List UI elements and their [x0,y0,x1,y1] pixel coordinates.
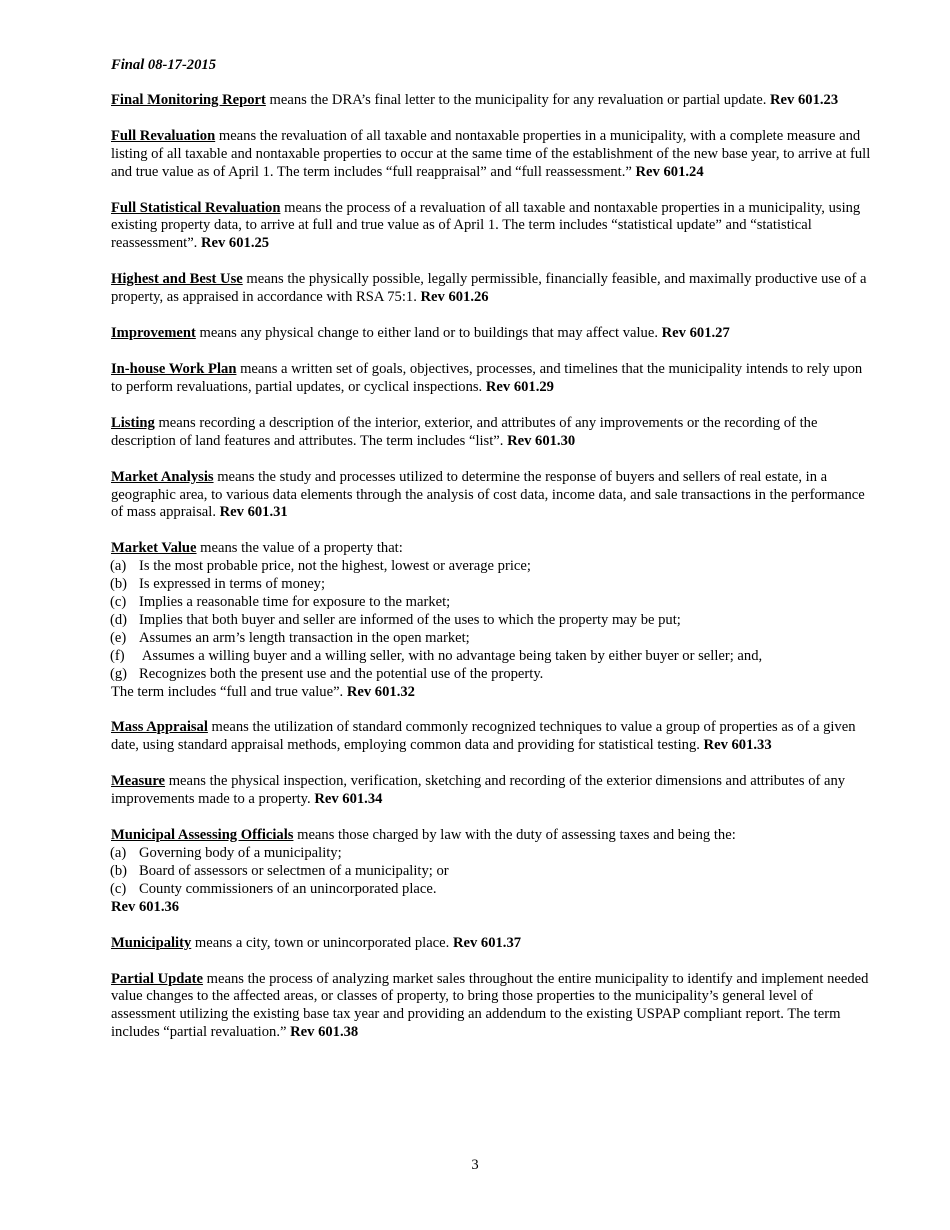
definition-intro [111,540,871,558]
list-item-letter: (d) [110,611,128,628]
definition-market-analysis [111,469,871,523]
definition-text: means those charged by law with the duty of assessing taxes and being the: [293,827,736,844]
definition-text: means the process of a revaluation of all taxable and nontaxable properties in a municipality, using existing property data, to arrive at full and true value as of April 1. The term includes “statistical update” and “statistical reassessment”. [111,199,861,252]
definition-term: Partial Update [111,970,204,987]
definition-mass-appraisal [111,719,871,755]
definition-rev: Rev 601.30 [507,432,576,449]
list-item-text: Assumes a willing buyer and a willing seller, with no advantage being taken by either buyer or seller; and, [139,647,763,664]
list-item [110,881,871,899]
definition-rev: Rev 601.34 [314,791,383,808]
definition-term: Listing [111,414,155,431]
definition-in-house-work-plan [111,361,871,397]
definition-term: Highest and Best Use [111,271,243,288]
definition-rev: Rev 601.24 [635,163,704,180]
definition-rev: Rev 601.33 [703,737,772,754]
definition-rev: Rev 601.38 [290,1024,359,1041]
definition-text: means any physical change to either land or to buildings that may affect value. [195,325,662,342]
definition-text: means recording a description of the interior, exterior, and attributes of any improvements or the recording of the description of land features and attributes. The term includes “list”. [111,414,818,449]
list-item-text: Assumes an arm’s length transaction in the open market; [139,629,470,646]
list-item [110,648,871,666]
definition-measure [111,773,871,809]
definition-intro [111,827,871,845]
definition-rev: Rev 601.32 [346,683,415,700]
definition-term: Final Monitoring Report [111,91,266,108]
definition-final-monitoring-report [111,92,871,110]
list-item-letter: (b) [110,576,128,593]
list-item [110,612,871,630]
list-item-letter: (g) [110,665,128,682]
definition-rev: Rev 601.27 [661,325,730,342]
list-item-letter: (a) [110,845,127,861]
list-item-text: County commissioners of an unincorporated place. [139,880,437,897]
list-item [110,576,871,594]
list-item [110,558,871,576]
definition-text: means the revaluation of all taxable and nontaxable properties in a municipality, with a complete measure and listing of all taxable and nontaxable properties to occur at the same time of the establishment of the new base year, to arrive at full and true value as of April 1. The term includes “full reappraisal” and “full reassessment.” [111,127,871,180]
definition-rev: Rev 601.25 [200,235,270,252]
definition-term: Municipality [111,934,192,951]
definition-term: Mass Appraisal [111,719,208,736]
definition-listing [111,415,871,451]
list-item-text: Implies that both buyer and seller are informed of the uses to which the property may be put; [139,611,681,628]
list-item-text: Is the most probable price, not the highest, lowest or average price; [139,558,531,575]
document-header: Final 08-17-2015 [111,57,216,73]
list-item-text: Governing body of a municipality; [139,845,342,861]
list-item-letter: (c) [110,880,127,897]
definition-text: means the physically possible, legally permissible, financially feasible, and maximally productive use of a property, as appraised in accordance with RSA 75:1. [111,271,867,306]
list-item-text: Board of assessors or selectmen of a municipality; or [139,862,449,879]
definition-text: means the utilization of standard commonly recognized techniques to value a group of properties as of a given date, using standard appraisal methods, employing common data and providing for statistical testing. [111,719,856,754]
definition-term: Full Revaluation [111,127,216,144]
definition-rev: Rev 601.26 [420,289,489,306]
list-item-letter: (c) [110,594,127,611]
definition-rev: Rev 601.36 [111,898,180,915]
definition-improvement [111,325,871,343]
definition-rev: Rev 601.23 [770,91,839,108]
definition-rev: Rev 601.37 [452,934,522,951]
list-item [110,666,871,684]
definition-partial-update [111,971,871,1043]
list-item-letter: (b) [110,862,128,879]
list-item [110,845,871,863]
list-item-letter: (f) [110,647,125,664]
list-item-text: Is expressed in terms of money; [139,576,326,593]
definition-term: In-house Work Plan [111,360,237,377]
definition-full-revaluation [111,128,871,182]
definition-term: Full Statistical Revaluation [111,199,281,216]
list-item [110,863,871,881]
list-item-letter: (a) [110,558,127,575]
definition-rev: Rev 601.31 [219,504,288,521]
definition-full-statistical-revaluation [111,200,871,254]
definition-term: Market Analysis [111,468,214,485]
definition-term: Measure [111,773,166,790]
definition-text: means the process of analyzing market sales throughout the entire municipality to identify and implement needed value changes to the affected areas, or classes of property, to bring those properties to the municipality’s general level of assessment utilizing the existing base tax year and providing an addendum to the existing USPAP compliant report. The term includes “partial revaluation.” [111,970,869,1041]
list-item-text: Recognizes both the present use and the potential use of the property. [139,665,544,682]
page-number: 3 [471,1157,479,1173]
definition-term: Market Value [111,540,197,557]
definition-municipal-assessing-officials [111,827,871,917]
definition-municipality [111,935,871,953]
definition-text: means the value of a property that: [196,540,403,557]
definition-closing-text: The term includes “full and true value”. [111,683,347,700]
definition-rev: Rev 601.29 [485,378,554,395]
list-item [110,630,871,648]
definition-term: Improvement [111,325,196,342]
list-item-text: Implies a reasonable time for exposure to the market; [139,594,451,611]
definition-market-value [111,540,871,701]
document-page [111,57,871,1060]
definition-text: means a city, town or unincorporated place. [191,934,453,951]
definition-text: means the study and processes utilized to determine the response of buyers and sellers of real estate, in a geographic area, to various data elements through the analysis of cost data, income data, and sale transactions in the performance of mass appraisal. [111,468,865,521]
definition-text: means the physical inspection, verification, sketching and recording of the exterior dimensions and attributes of any improvements made to a property. [111,773,846,808]
definition-closing [111,684,871,702]
definition-text: means the DRA’s final letter to the municipality for any revaluation or partial update. [265,91,771,108]
definition-text: means a written set of goals, objectives, processes, and timelines that the municipality intends to rely upon to perform revaluations, partial updates, or cyclical inspections. [111,360,863,395]
list-item [110,594,871,612]
definition-highest-and-best-use [111,271,871,307]
list-item-letter: (e) [110,629,127,646]
definition-term: Municipal Assessing Officials [111,827,294,844]
